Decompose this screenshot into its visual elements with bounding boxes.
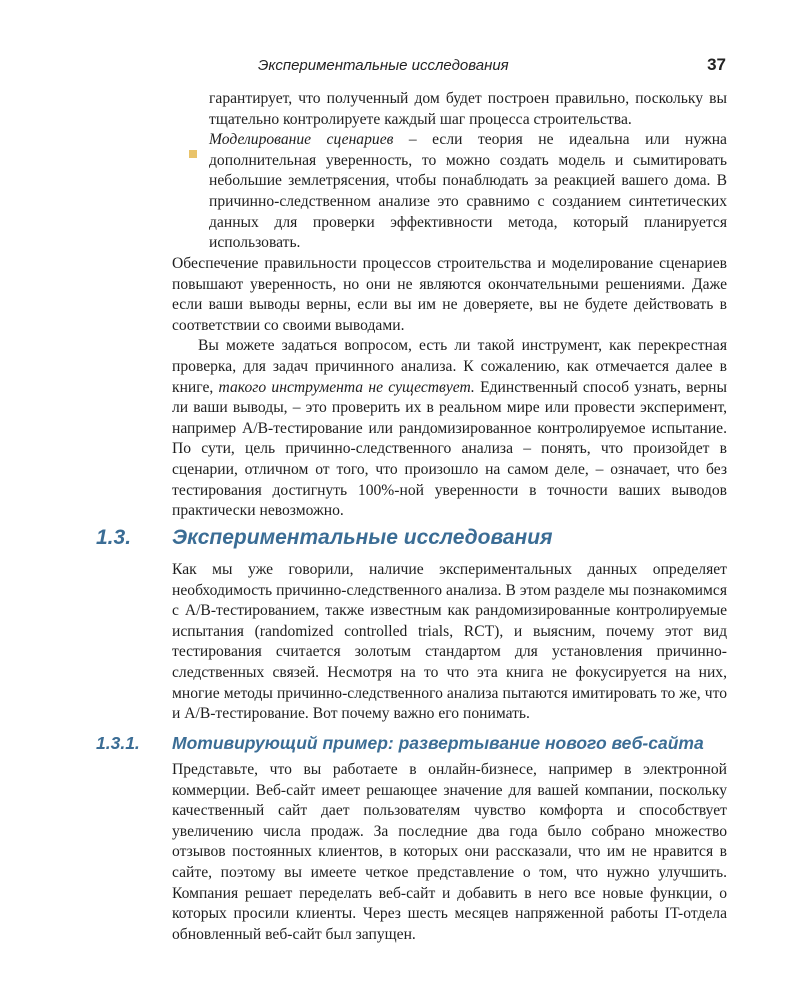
paragraph: Представьте, что вы работаете в онлайн-бизнесе, например в электронной коммерции. Веб-сайт имеет решающее значение для вашей компании, поскольку качественный сайт дает пользователям чувство комфорта и способствует увеличению числа продаж. За последние два года было собрано множество отзывов постоянных клиентов, в которых они рассказали, что им не нравится в сайте, поэтому вы имеете четкое представление о том, что нужно улучшить. Компания решает переделать веб-сайт и добавить в него все новые функции, о которых просили клиенты. Через шесть месяцев напряженной работы IT-отдела обновленный веб-сайт был запущен. bbox=[172, 761, 727, 943]
bullet-text: – если теория не идеальна или нужна дополнительная уверенность, то можно создать модель и сымитировать небольшие землетрясения, чтобы понаблюдать за реакцией вашего дома. В причинно-следственном анализе это сравнимо с созданием синтетических данных для проверки эффективности метода, который планируется использовать. bbox=[209, 131, 727, 252]
paragraph: Обеспечение правильности процессов строительства и моделирование сценариев повышают уверенность, но они не являются окончательными решениями. Даже если ваши выводы верны, если вы им не доверяете, вы не будете действовать в соответствии со своими выводами. bbox=[172, 255, 727, 334]
paragraph bbox=[172, 336, 727, 521]
bullet-marker bbox=[189, 150, 197, 158]
section-number: 1.3. bbox=[96, 526, 132, 549]
paragraph-text: Вы можете задаться вопросом, есть ли такой инструмент, как перекрестная проверка, для задач причинного анализа. К сожалению, как отмечается далее в книге, bbox=[172, 337, 727, 396]
bullet-item bbox=[209, 130, 727, 254]
intro-paragraphs bbox=[172, 254, 727, 522]
bullet-term: Моделирование сценариев bbox=[209, 131, 394, 149]
bullet-list bbox=[209, 89, 727, 254]
subsection-number: 1.3.1. bbox=[96, 733, 140, 753]
subsection-body bbox=[172, 760, 727, 945]
paragraph: Как мы уже говорили, наличие экспериментальных данных определяет необходимость причинно-следственного анализа. В этом разделе мы познакомимся с A/B-тестированием, также известным как рандомизированные контролируемые испытания (randomized controlled trials, RCT), и выясним, почему этот вид тестирования считается золотым стандартом для установления причинно-следственных связей. Несмотря на то что эта книга не фокусируется на них, многие методы причинно-следственного анализа пытаются имитировать то же, что и A/B-тестирование. Вот почему важно его понимать. bbox=[172, 561, 727, 723]
paragraph-emphasis: такого инструмента не существует. bbox=[218, 378, 475, 396]
section-title: Экспериментальные исследования bbox=[172, 526, 553, 549]
page-number: 37 bbox=[707, 55, 726, 74]
running-header-title: Экспериментальные исследования bbox=[258, 57, 509, 74]
section-body bbox=[172, 560, 727, 725]
paragraph-text: Единственный способ узнать, верны ли ваши выводы, – это проверить их в реальном мире или провести эксперимент, например A/B-тестирование или рандомизированное контролируемое испытание. По сути, цель причинно-следственного анализа – понять, что произойдет в сценарии, отличном от того, что произошло на самом деле, – означает, что без тестирования достигнуть 100%-ной уверенности в точности ваших выводов практически невозможно. bbox=[172, 378, 727, 520]
subsection-title: Мотивирующий пример: развертывание нового веб-сайта bbox=[172, 733, 704, 753]
bullet-continuation: гарантирует, что полученный дом будет построен правильно, поскольку вы тщательно контролируете каждый шаг процесса строительства. bbox=[209, 90, 727, 128]
